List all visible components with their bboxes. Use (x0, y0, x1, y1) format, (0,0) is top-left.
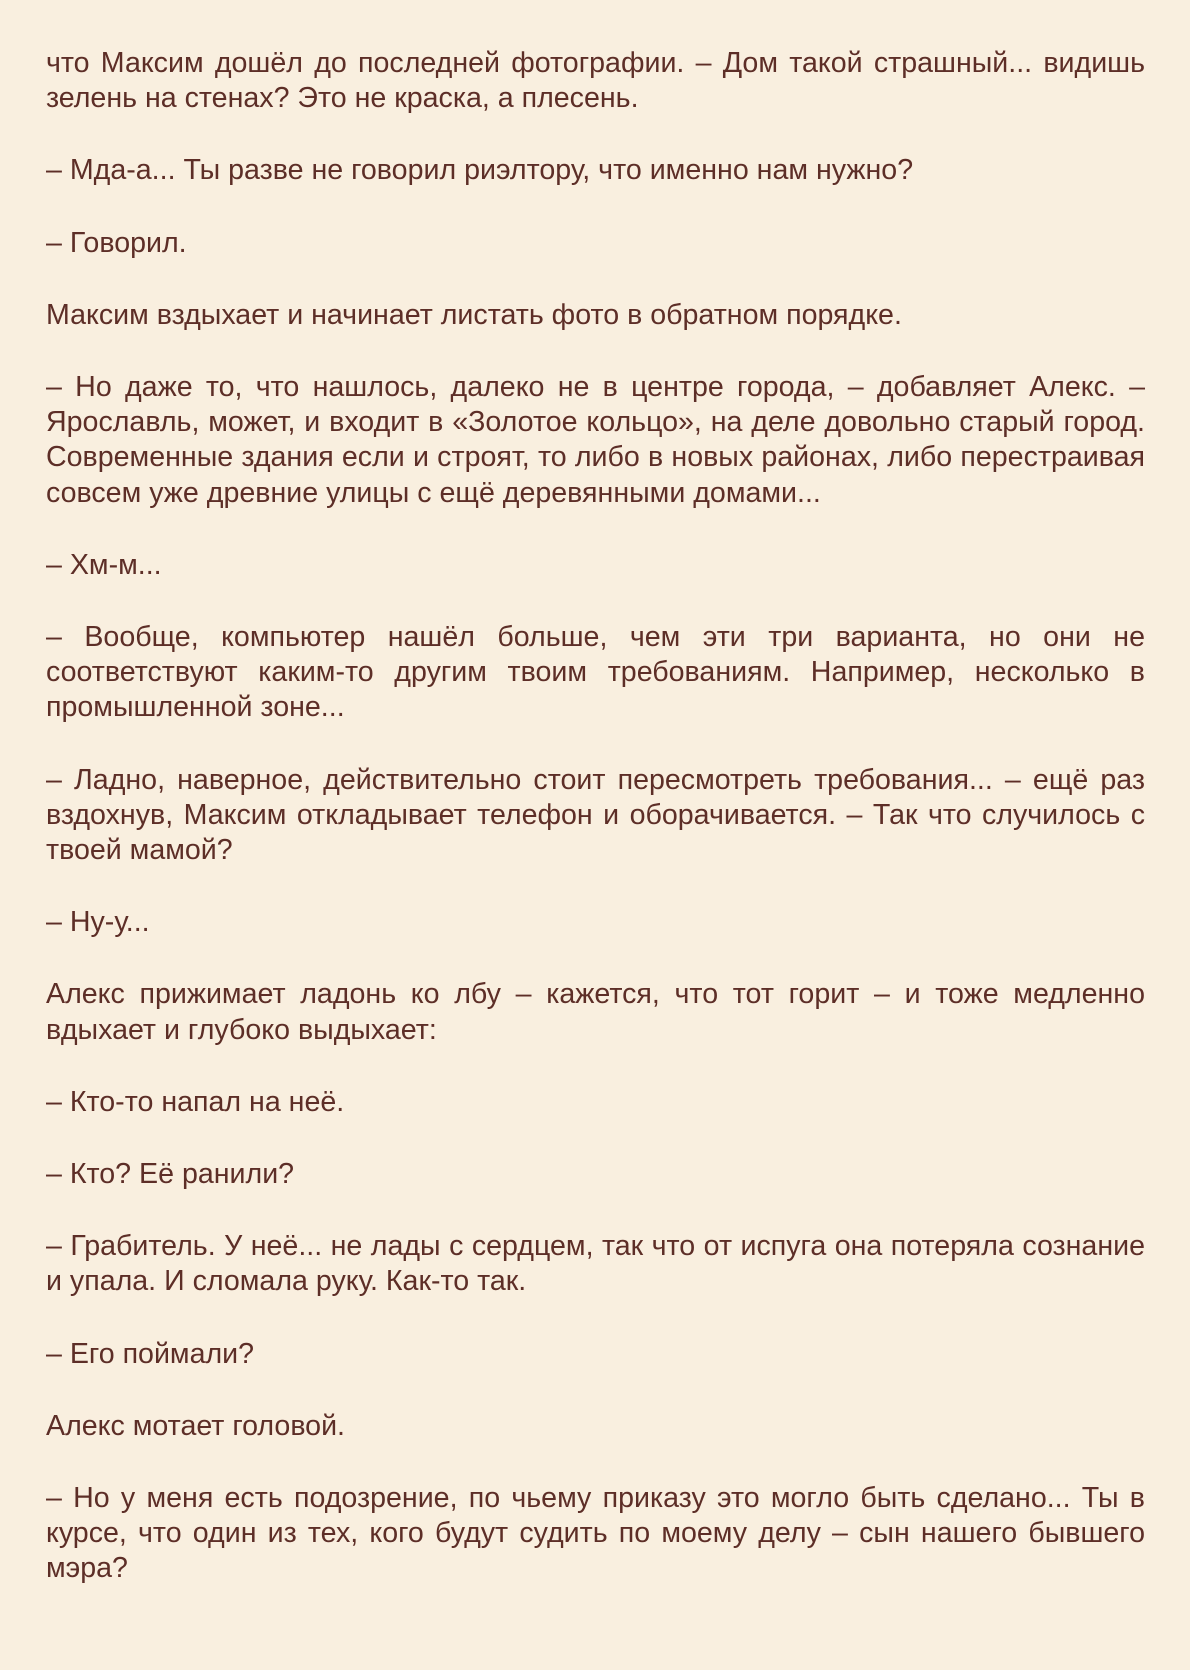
text-paragraph: что Максим дошёл до последней фотографии. – Дом такой страшный... видишь зелень на стенах? Это не краска, а плесень. (46, 47, 1145, 115)
text-paragraph: Максим вздыхает и начинает листать фото в обратном порядке. (46, 298, 902, 331)
text-paragraph: – Кто-то напал на неё. (46, 1085, 345, 1118)
text-paragraph: – Вообще, компьютер нашёл больше, чем эти три варианта, но они не соответствуют каким-то другим твоим требованиям. Например, несколько в промышленной зоне... (46, 621, 1145, 724)
text-paragraph: – Мда-а... Ты разве не говорил риэлтору, что именно нам нужно? (46, 154, 914, 187)
text-paragraph: – Но даже то, что нашлось, далеко не в центре города, – добавляет Алекс. – Ярославль, может, и входит в «Золотое кольцо», на деле довольно старый город. Современные здания если и строят, то либо в новых районах, либо перестраивая совсем уже древние улицы с ещё деревянными домами... (46, 371, 1145, 509)
text-paragraph: – Но у меня есть подозрение, по чьему приказу это могло быть сделано... Ты в курсе, что один из тех, кого будут судить по моему делу – сын нашего бывшего мэра? (46, 1482, 1145, 1585)
text-paragraph: – Ну-у... (46, 906, 150, 939)
text-paragraph: Алекс мотает головой. (46, 1409, 346, 1442)
text-paragraph: – Кто? Её ранили? (46, 1158, 295, 1191)
text-paragraph: – Говорил. (46, 226, 187, 259)
reader-page (46, 46, 1145, 1587)
text-paragraph: – Грабитель. У неё... не лады с сердцем, так что от испуга она потеряла сознание и упала. И сломала руку. Как-то так. (46, 1230, 1145, 1298)
text-paragraph: – Его поймали? (46, 1337, 255, 1370)
text-paragraph: – Хм-м... (46, 548, 162, 581)
text-paragraph: Алекс прижимает ладонь ко лбу – кажется, что тот горит – и тоже медленно вдыхает и глубоко выдыхает: (46, 978, 1145, 1046)
text-paragraph: – Ладно, наверное, действительно стоит пересмотреть требования... – ещё раз вздохнув, Максим откладывает телефон и оборачивается. – Так что случилось с твоей мамой? (46, 763, 1145, 867)
